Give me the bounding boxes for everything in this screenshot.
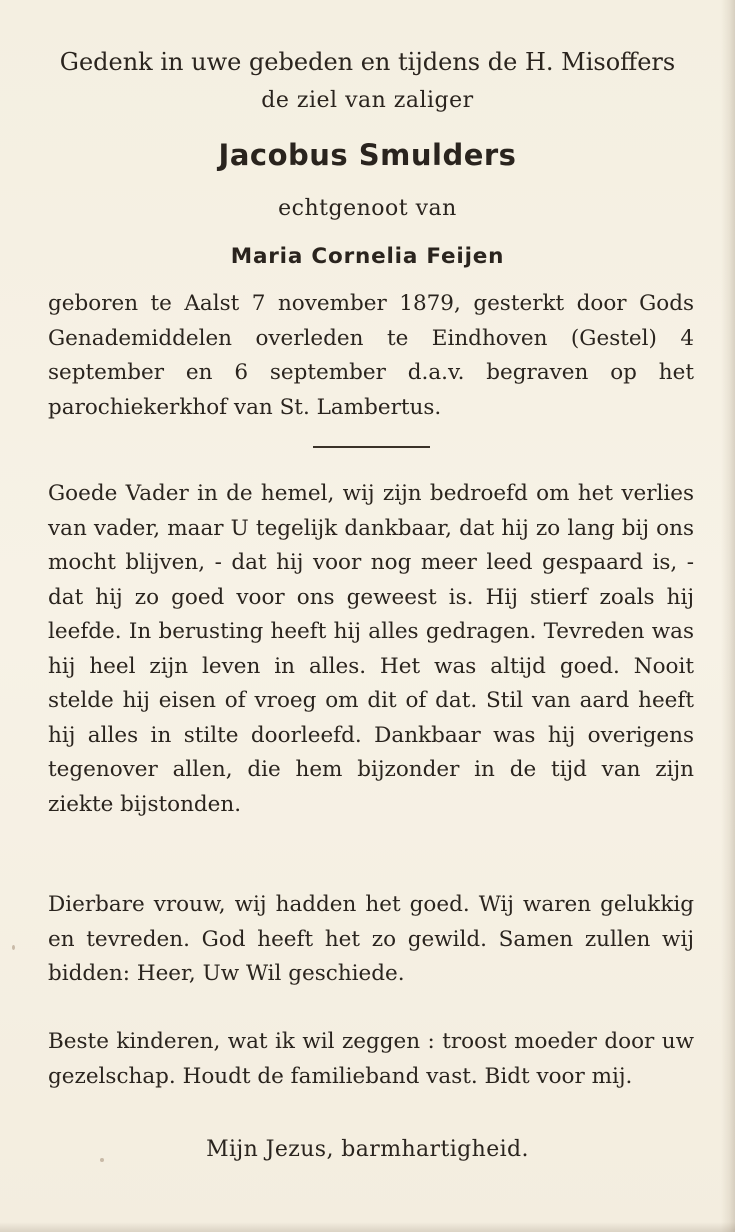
prayer-paragraph-children: Beste kinderen, wat ik wil zeggen : troost moeder door uw gezelschap. Houdt de familieband vast. Bidt voor mij. xyxy=(48,1029,694,1089)
prayer-paragraph-father: Goede Vader in de hemel, wij zijn bedroefd om het verlies van vader, maar U tegelijk dankbaar, dat hij zo lang bij ons mocht blijven, - dat hij voor nog meer leed gespaard is, - dat hij zo goed voor ons geweest is. Hij stierf zoals hij leefde. In berusting heeft hij alles gedragen. Tevreden was hij heel zijn leven in alles. Het was altijd goed. Nooit stelde hij eisen of vroeg om dit of dat. Stil van aard heeft hij alles in stilte doorleefd. Dankbaar was hij overigens tegenover allen, die hem bijzonder in de tijd van zijn ziekte bijstonden. xyxy=(48,481,694,817)
header-line-1: Gedenk in uwe gebeden en tijdens de H. Misoffers xyxy=(59,48,676,76)
paper-edge-shadow xyxy=(0,1222,735,1232)
section-divider xyxy=(313,446,430,448)
closing-invocation: Mijn Jezus, barmhartigheid. xyxy=(206,1137,529,1162)
deceased-name: Jacobus Smulders xyxy=(218,138,517,172)
paper-edge-shadow xyxy=(721,0,735,1232)
biography-paragraph: geboren te Aalst 7 november 1879, gesterkt door Gods Genademiddelen overleden te Eindhoven (Gestel) 4 september en 6 september d.a.v. begraven op het parochiekerkhof van St. Lambertus. xyxy=(48,291,694,420)
header-line-2: de ziel van zaliger xyxy=(261,88,474,113)
spouse-intro: echtgenoot van xyxy=(278,196,457,221)
paper-speck xyxy=(12,945,15,950)
spouse-name: Maria Cornelia Feijen xyxy=(230,244,505,269)
paper-speck xyxy=(100,1158,104,1162)
prayer-paragraph-wife: Dierbare vrouw, wij hadden het goed. Wij waren gelukkig en tevreden. God heeft het zo gewild. Samen zullen wij bidden: Heer, Uw Wil geschiede. xyxy=(48,892,694,986)
